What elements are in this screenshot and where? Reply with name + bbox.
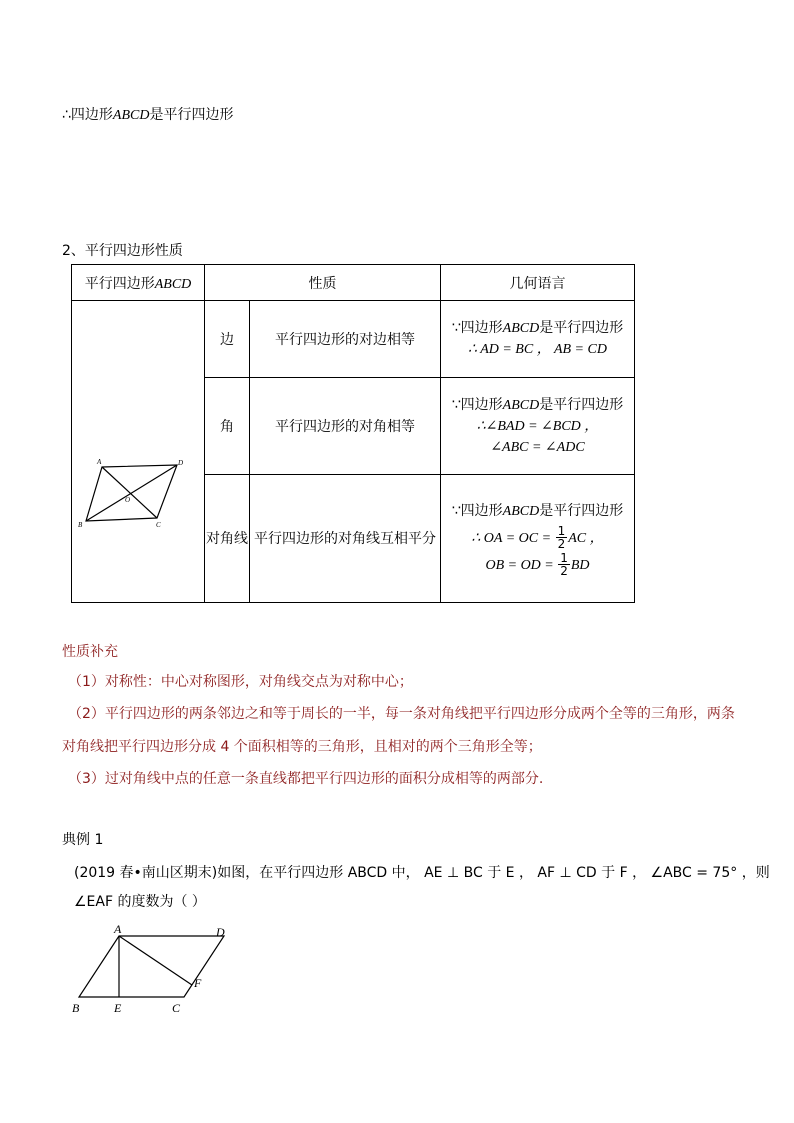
fraction-numerator: 1 bbox=[560, 551, 568, 566]
example-question-line-1: (2019 春•南山区期末)如图，在平行四边形 ABCD 中， AE ⊥ BC 于 E ， AF ⊥ CD 于 F ， ∠ABC = 75° ，则 bbox=[74, 865, 770, 881]
given-var: ABCD bbox=[502, 503, 540, 519]
example-label-b: B bbox=[72, 1001, 80, 1015]
given-prefix: ∵四边形 bbox=[451, 502, 503, 519]
example-label-d: D bbox=[216, 925, 225, 939]
supplement-item-2: （2）平行四边形的两条邻边之和等于周长的一半，每一条对角线把平行四边形分成两个全等的三角形，两条 bbox=[68, 706, 735, 722]
example-title: 典例 1 bbox=[62, 832, 104, 848]
row-category: 角 bbox=[205, 378, 250, 475]
header-geometry: 几何语言 bbox=[441, 265, 635, 301]
formula-right: AC ， bbox=[568, 530, 604, 546]
formula-left: OB = OD = bbox=[485, 557, 558, 573]
given-suffix: 是平行四边形 bbox=[539, 396, 624, 413]
given-suffix: 是平行四边形 bbox=[539, 320, 624, 337]
given-prefix: ∵四边形 bbox=[451, 396, 503, 413]
conclusion-formula: ∴ AD = BC ， AB = CD bbox=[468, 342, 607, 358]
table-header-row bbox=[72, 265, 635, 301]
formula-left: ∴ OA = OC = bbox=[471, 530, 555, 546]
given-var: ABCD bbox=[502, 321, 540, 337]
row-property: 平行四边形的对边相等 bbox=[250, 301, 441, 378]
conclusion-prefix: ∴四边形 bbox=[62, 107, 113, 123]
fraction-denominator: 2 bbox=[557, 537, 566, 552]
table-row bbox=[72, 301, 635, 378]
example-label-e: E bbox=[114, 1001, 122, 1015]
header-shape-prefix: 平行四边形 bbox=[84, 275, 155, 292]
properties-table bbox=[71, 264, 635, 603]
conclusion-formula bbox=[441, 525, 634, 552]
example-label-c: C bbox=[172, 1001, 181, 1015]
altitude-af bbox=[119, 936, 192, 985]
figure-label-c: C bbox=[156, 521, 161, 529]
diagonal-ac bbox=[102, 467, 157, 518]
conclusion-var: ABCD bbox=[112, 108, 150, 123]
header-property: 性质 bbox=[205, 265, 441, 301]
supplement-title: 性质补充 bbox=[62, 644, 118, 660]
row-property: 平行四边形的对角相等 bbox=[250, 378, 441, 475]
fraction-numerator: 1 bbox=[557, 524, 566, 539]
given-line bbox=[441, 318, 634, 339]
given-suffix: 是平行四边形 bbox=[539, 502, 624, 519]
header-shape-var: ABCD bbox=[154, 276, 192, 292]
row-geometry bbox=[441, 301, 635, 378]
figure-label-b: B bbox=[78, 521, 83, 529]
given-var: ABCD bbox=[502, 397, 540, 413]
figure-cell bbox=[72, 301, 205, 603]
given-line bbox=[441, 395, 634, 416]
given-prefix: ∵四边形 bbox=[451, 320, 503, 337]
row-geometry bbox=[441, 474, 635, 602]
figure-label-a: A bbox=[97, 458, 102, 466]
figure-label-o: O bbox=[125, 496, 131, 504]
header-shape bbox=[72, 265, 205, 301]
supplement-item-3: （3）过对角线中点的任意一条直线都把平行四边形的面积分成相等的两部分. bbox=[68, 771, 544, 787]
formula-right: BD bbox=[570, 557, 590, 573]
section-heading: 2、平行四边形性质 bbox=[62, 243, 183, 259]
example-figure bbox=[66, 920, 236, 1020]
conclusion-formula-2 bbox=[441, 552, 634, 579]
fraction-half bbox=[556, 525, 568, 550]
given-line bbox=[441, 498, 634, 525]
conclusion-formula: ∴∠BAD = ∠BCD ， bbox=[476, 418, 599, 434]
supplement-item-2-cont: 对角线把平行四边形分成 4 个面积相等的三角形，且相对的两个三角形全等； bbox=[62, 739, 542, 755]
parallelogram-figure bbox=[72, 301, 204, 598]
example-label-f: F bbox=[194, 976, 202, 990]
row-category: 对角线 bbox=[205, 474, 250, 602]
conclusion-line bbox=[62, 104, 233, 124]
row-category: 边 bbox=[205, 301, 250, 378]
fraction-half bbox=[558, 552, 570, 577]
row-property: 平行四边形的对角线互相平分 bbox=[250, 474, 441, 602]
figure-label-d: D bbox=[178, 459, 184, 467]
conclusion-suffix: 是平行四边形 bbox=[149, 107, 234, 123]
example-label-a: A bbox=[114, 922, 122, 936]
row-geometry bbox=[441, 378, 635, 475]
conclusion-formula-2: ∠ABC = ∠ADC bbox=[490, 439, 585, 455]
supplement-item-1: （1）对称性：中心对称图形，对角线交点为对称中心； bbox=[68, 674, 413, 690]
fraction-denominator: 2 bbox=[560, 564, 568, 579]
example-question-line-2: ∠EAF 的度数为（ ） bbox=[74, 894, 206, 910]
example-parallelogram bbox=[79, 936, 224, 997]
